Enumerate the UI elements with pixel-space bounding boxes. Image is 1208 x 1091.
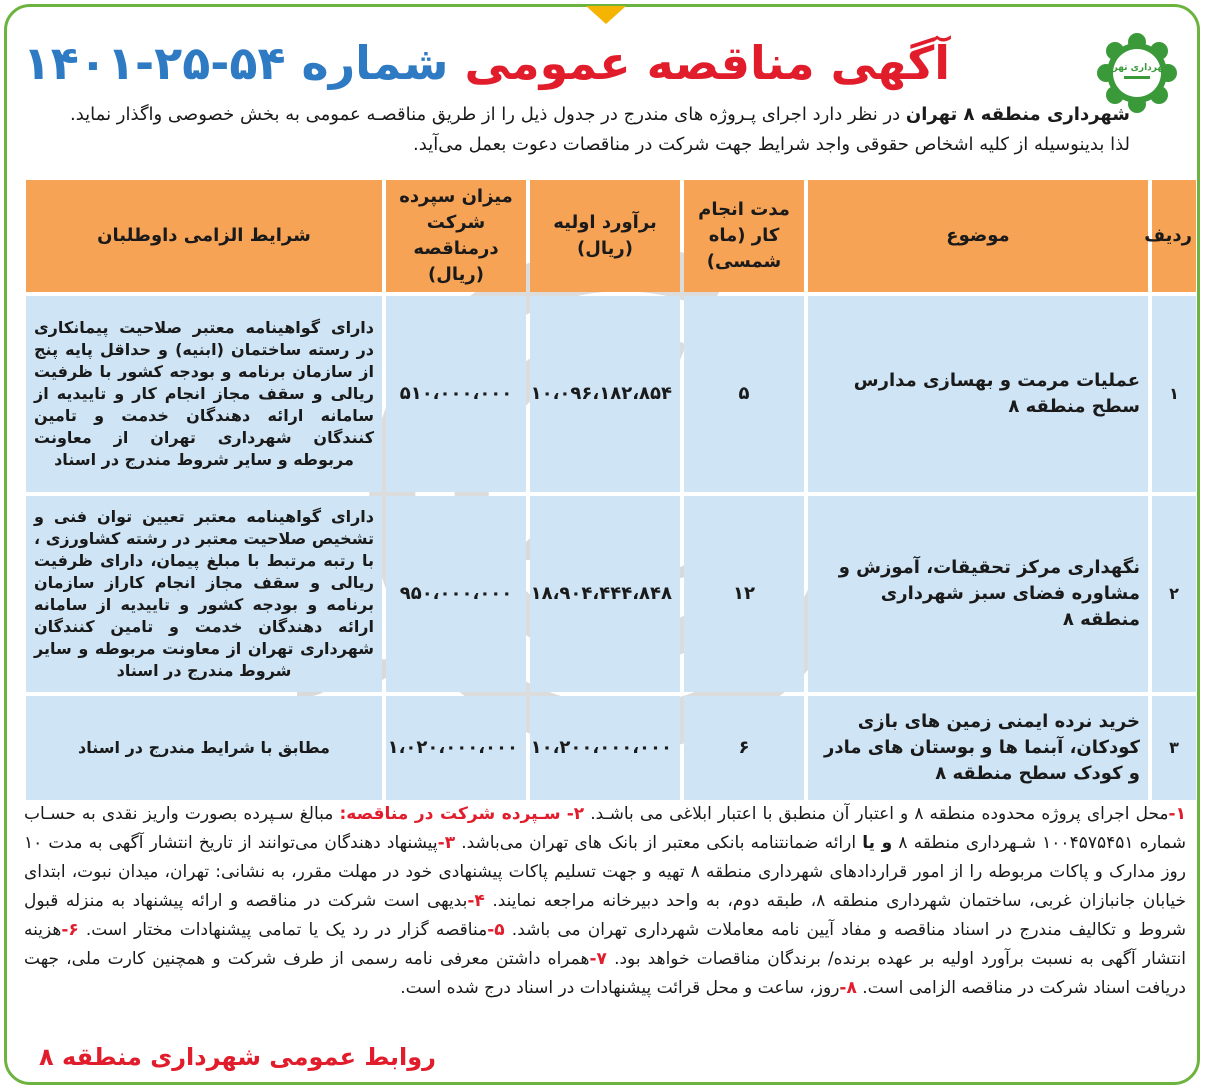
note-text: پیشنهاد دهندگان می‌توانند از تاریخ انتشار آگهی به مدت ۱۰ روز مدارک و پاکات مربوطه را از امور قراردادهای شهرداری منطقه ۸ تهیه و جهت تسلیم پاکات پیشنهادی خود در مهلت مقرر، به نشانی: تهران، میدان نبوت، ابتدای خیابان جانبازان غربی، ساختمان شهرداری منطقه ۸، طبقه دوم، به واحد دبیرخانه مراجعه نمایند. (24, 833, 1186, 911)
note-number: ۱- (1168, 804, 1186, 824)
note-number: ۲- (566, 804, 585, 824)
intro-text: در نظر دارد اجرای پـروژه های مندرج در جدول ذیل را از طریق مناقصـه عمومی به بخش خصوصی واگذار نماید. لذا بدینوسیله از کلیه اشخاص حقوقی واجد شرایط جهت شرکت در مناقصات دعوت بعمل می‌آید. (70, 104, 1130, 155)
note-text: ارائه ضمانتنامه بانکی معتبر از بانک های تهران می‌باشد. (461, 833, 857, 853)
header-duration: مدت انجام کار (ماه شمسی) (684, 180, 804, 292)
note-text: مبالغ سـپرده بصورت واریز نقدی به حسـاب شماره ۱۰۰۴۵۷۵۴۵۱ شـهرداری منطقه ۸ (24, 804, 1187, 853)
row-conditions: دارای گواهینامه معتبر تعیین توان فنی و تشخیص صلاحیت معتبر در رشته کشاورزی ، با رتبه مرتبط با مبلغ پیمان، دارای ظرفیت ریالی و سقف مجاز انجام کاراز سازمان برنامه و بودجه کشور و تاییدیه از سامانه ارائه دهندگان خدمت و تامین کنندگان شهرداری تهران از معاونت مربوطه و سایر شروط مندرج در اسناد (26, 496, 382, 692)
row-subject: خرید نرده ایمنی زمین های بازی کودکان، آبنما ها و بوستان های مادر و کودک سطح منطقه ۸ (808, 696, 1148, 800)
intro-paragraph (70, 100, 1130, 160)
row-number: ۲ (1152, 496, 1196, 692)
logo-text: شهرداری تهران (1101, 63, 1173, 73)
header-deposit: میزان سپرده شرکت درمناقصه (ریال) (386, 180, 526, 292)
header-estimate: برآورد اولیه (ریال) (530, 180, 680, 292)
table-row (26, 496, 1196, 692)
title-main: آگهی مناقصه عمومی (464, 36, 950, 90)
row-subject: عملیات مرمت و بهسازی مدارس سطح منطقه ۸ (808, 296, 1148, 492)
row-estimate: ۱۸،۹۰۴،۴۴۴،۸۴۸ (530, 496, 680, 692)
note-text: بدیهی است شرکت در مناقصه و ارائه پیشنهاد به منزله قبول شروط و تکالیف مندرج در اسناد مناقصه و مفاد آیین نامه معاملات شهرداری تهران می باشد. (24, 891, 1186, 940)
note-text: روز، ساعت و محل قرائت پیشنهادات در اسناد درج شده است. (400, 978, 840, 998)
header-subject: موضوع (808, 180, 1148, 292)
row-deposit: ۱،۰۲۰،۰۰۰،۰۰۰ (386, 696, 526, 800)
note-number: ۳- (437, 833, 456, 853)
footer-signature: روابط عمومی شهرداری منطقه ۸ (38, 1043, 436, 1071)
page-title (22, 28, 950, 98)
note-heading: سـپرده شرکت در مناقصه: (339, 804, 561, 824)
table-header-row (26, 180, 1196, 292)
row-estimate: ۱۰،۲۰۰،۰۰۰،۰۰۰ (530, 696, 680, 800)
header-row-number: ردیف (1152, 180, 1196, 292)
tender-table (22, 176, 1192, 790)
note-number: ۸- (839, 978, 857, 998)
row-deposit: ۵۱۰،۰۰۰،۰۰۰ (386, 296, 526, 492)
table-row (26, 296, 1196, 492)
row-subject: نگهداری مرکز تحقیقات، آموزش و مشاوره فضای سبز شهرداری منطقه ۸ (808, 496, 1148, 692)
note-emphasis: و یا (862, 833, 893, 853)
notes-paragraph (24, 800, 1186, 1003)
note-text: محل اجرای پروژه محدوده منطقه ۸ و اعتبار آن منطبق با اعتبار ابلاغی می باشـد. (590, 804, 1169, 824)
note-text: مناقصه گزار در رد یک یا تمامی پیشنهادات مختار است. (85, 920, 488, 940)
intro-lead: شهرداری منطقه ۸ تهران (905, 104, 1130, 125)
row-number: ۳ (1152, 696, 1196, 800)
row-duration: ۵ (684, 296, 804, 492)
title-number: شماره ۵۴-۲۵-۱۴۰۱ (22, 36, 449, 90)
row-estimate: ۱۰،۰۹۶،۱۸۲،۸۵۴ (530, 296, 680, 492)
top-notch-marker (586, 6, 626, 24)
note-number: ۷- (589, 949, 607, 969)
row-duration: ۶ (684, 696, 804, 800)
row-number: ۱ (1152, 296, 1196, 492)
note-number: ۶- (61, 920, 79, 940)
row-conditions: مطابق با شرایط مندرج در اسناد (26, 696, 382, 800)
note-text: هزینه انتشار آگهی به نسبت برآورد اولیه بر عهده برنده/ برندگان مناقصات خواهد بود. (24, 920, 1186, 969)
row-conditions: دارای گواهینامه معتبر صلاحیت پیمانکاری در رسته ساختمان (ابنیه) و حداقل پایه پنج از سازمان برنامه و بودجه کشور با ظرفیت ریالی و سقف مجاز انجام کار و تاییدیه از سامانه ارائه دهندگان خدمت و تامین کنندگان شهرداری تهران از معاونت مربوطه و سایر شروط مندرج در اسناد (26, 296, 382, 492)
row-deposit: ۹۵۰،۰۰۰،۰۰۰ (386, 496, 526, 692)
row-duration: ۱۲ (684, 496, 804, 692)
note-number: ۵- (487, 920, 505, 940)
header-conditions: شرایط الزامی داوطلبان (26, 180, 382, 292)
note-text: همراه داشتن معرفی نامه رسمی از طرف شرکت و همچنین کارت ملی، جهت دریافت اسناد شرکت در مناقصه الزامی است. (24, 949, 1186, 998)
table-row (26, 696, 1196, 800)
note-number: ۴- (467, 891, 485, 911)
